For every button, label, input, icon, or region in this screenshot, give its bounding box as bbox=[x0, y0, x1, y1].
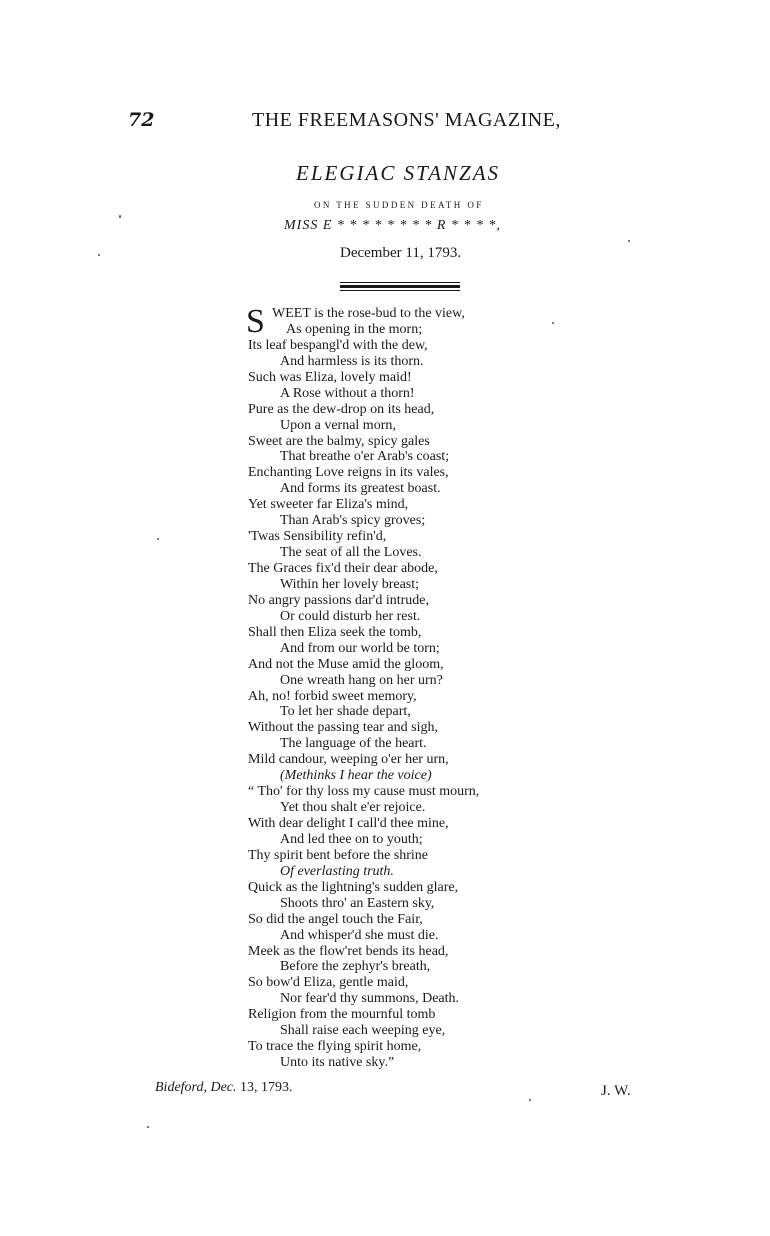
poem-line: Shall raise each weeping eye, bbox=[280, 1023, 446, 1039]
print-speck bbox=[98, 254, 100, 256]
poem-line: Religion from the mournful tomb bbox=[248, 1007, 436, 1023]
running-head: THE FREEMASONS' MAGAZINE, bbox=[252, 109, 561, 131]
poem-line: That breathe o'er Arab's coast; bbox=[280, 449, 450, 465]
poem-line: To trace the flying spirit home, bbox=[248, 1039, 422, 1055]
signature-initials: J. W. bbox=[601, 1083, 631, 1099]
poem-line: One wreath hang on her urn? bbox=[280, 672, 443, 688]
poem-line: And from our world be torn; bbox=[280, 640, 440, 656]
print-speck bbox=[529, 1099, 531, 1101]
poem-line: 'Twas Sensibility refin'd, bbox=[248, 529, 387, 545]
poem-line: And harmless is its thorn. bbox=[280, 353, 424, 369]
poem-line: With dear delight I call'd thee mine, bbox=[248, 816, 449, 831]
drop-cap: S bbox=[246, 303, 265, 340]
poem-line: Yet thou shalt e'er rejoice. bbox=[280, 800, 426, 816]
poem-line: And led thee on to youth; bbox=[280, 831, 423, 847]
poem-line: Before the zephyr's breath, bbox=[280, 959, 431, 975]
poem-line: Shall then Eliza seek the tomb, bbox=[248, 624, 422, 640]
poem-line: No angry passions dar'd intrude, bbox=[248, 592, 429, 608]
poem-line: Or could disturb her rest. bbox=[280, 608, 421, 624]
signature-place-date bbox=[155, 1080, 293, 1096]
page-number: 72 bbox=[128, 109, 155, 131]
poem-title: ELEGIAC STANZAS bbox=[296, 161, 501, 185]
poem-line: As opening in the morn; bbox=[286, 321, 423, 337]
poem-line: Upon a vernal morn, bbox=[280, 417, 396, 433]
print-speck bbox=[552, 322, 554, 324]
poem-line: Its leaf bespangl'd with the dew, bbox=[248, 337, 428, 353]
poem-line: S WEET is the rose-bud to the view, bbox=[246, 303, 465, 340]
poem-line: Quick as the lightning's sudden glare, bbox=[248, 879, 459, 895]
poem-line: A Rose without a thorn! bbox=[280, 385, 415, 401]
poem-line: The language of the heart. bbox=[280, 736, 427, 752]
poem-line: To let her shade depart, bbox=[280, 704, 411, 720]
poem-line: The seat of all the Loves. bbox=[280, 545, 422, 561]
poem-line: Than Arab's spicy groves; bbox=[280, 513, 426, 529]
poem-line: Yet sweeter far Eliza's mind, bbox=[248, 497, 409, 513]
print-speck bbox=[119, 215, 121, 218]
poem-line: Without the passing tear and sigh, bbox=[248, 720, 438, 736]
poem-line: Of everlasting truth. bbox=[280, 863, 394, 879]
poem-line: And not the Muse amid the gloom, bbox=[248, 656, 444, 672]
print-speck bbox=[147, 1126, 149, 1128]
poem-line: So did the angel touch the Fair, bbox=[248, 911, 423, 927]
poem-line: “ Tho' for thy loss my cause must mourn, bbox=[248, 784, 480, 800]
poem-line: Thy spirit bent before the shrine bbox=[248, 847, 429, 863]
poem-line: And forms its greatest boast. bbox=[280, 481, 441, 497]
poem-line: Ah, no! forbid sweet memory, bbox=[248, 688, 417, 704]
signature-place: Bideford, Dec. bbox=[155, 1080, 237, 1095]
print-speck bbox=[157, 538, 159, 540]
poem-line: (Methinks I hear the voice) bbox=[280, 768, 432, 784]
poem-line: Mild candour, weeping o'er her urn, bbox=[248, 752, 449, 768]
poem-line: Pure as the dew-drop on its head, bbox=[248, 401, 435, 417]
poem-date: December 11, 1793. bbox=[340, 245, 462, 261]
poem-line: Enchanting Love reigns in its vales, bbox=[248, 465, 449, 481]
poem-line: Meek as the flow'ret bends its head, bbox=[248, 943, 449, 959]
poem-line: Unto its native sky.” bbox=[280, 1055, 395, 1071]
poem-subtitle: ON THE SUDDEN DEATH OF bbox=[314, 200, 484, 210]
dedicatee-name: MISS E * * * * * * * * R * * * *, bbox=[284, 218, 501, 233]
poem-line: So bow'd Eliza, gentle maid, bbox=[248, 975, 409, 991]
poem-line: Shoots thro' an Eastern sky, bbox=[280, 895, 435, 911]
poem-line: And whisper'd she must die. bbox=[280, 927, 439, 943]
print-speck bbox=[628, 240, 630, 242]
poem-body bbox=[246, 303, 548, 1071]
poem-line: The Graces fix'd their dear abode, bbox=[248, 561, 438, 576]
ornamental-rule bbox=[340, 282, 460, 292]
poem-line: Such was Eliza, lovely maid! bbox=[248, 369, 412, 385]
signature-date: 13, 1793. bbox=[240, 1080, 293, 1095]
poem-line: Sweet are the balmy, spicy gales bbox=[248, 433, 430, 449]
poem-line: Nor fear'd thy summons, Death. bbox=[280, 991, 460, 1007]
poem-line: Within her lovely breast; bbox=[280, 576, 420, 592]
